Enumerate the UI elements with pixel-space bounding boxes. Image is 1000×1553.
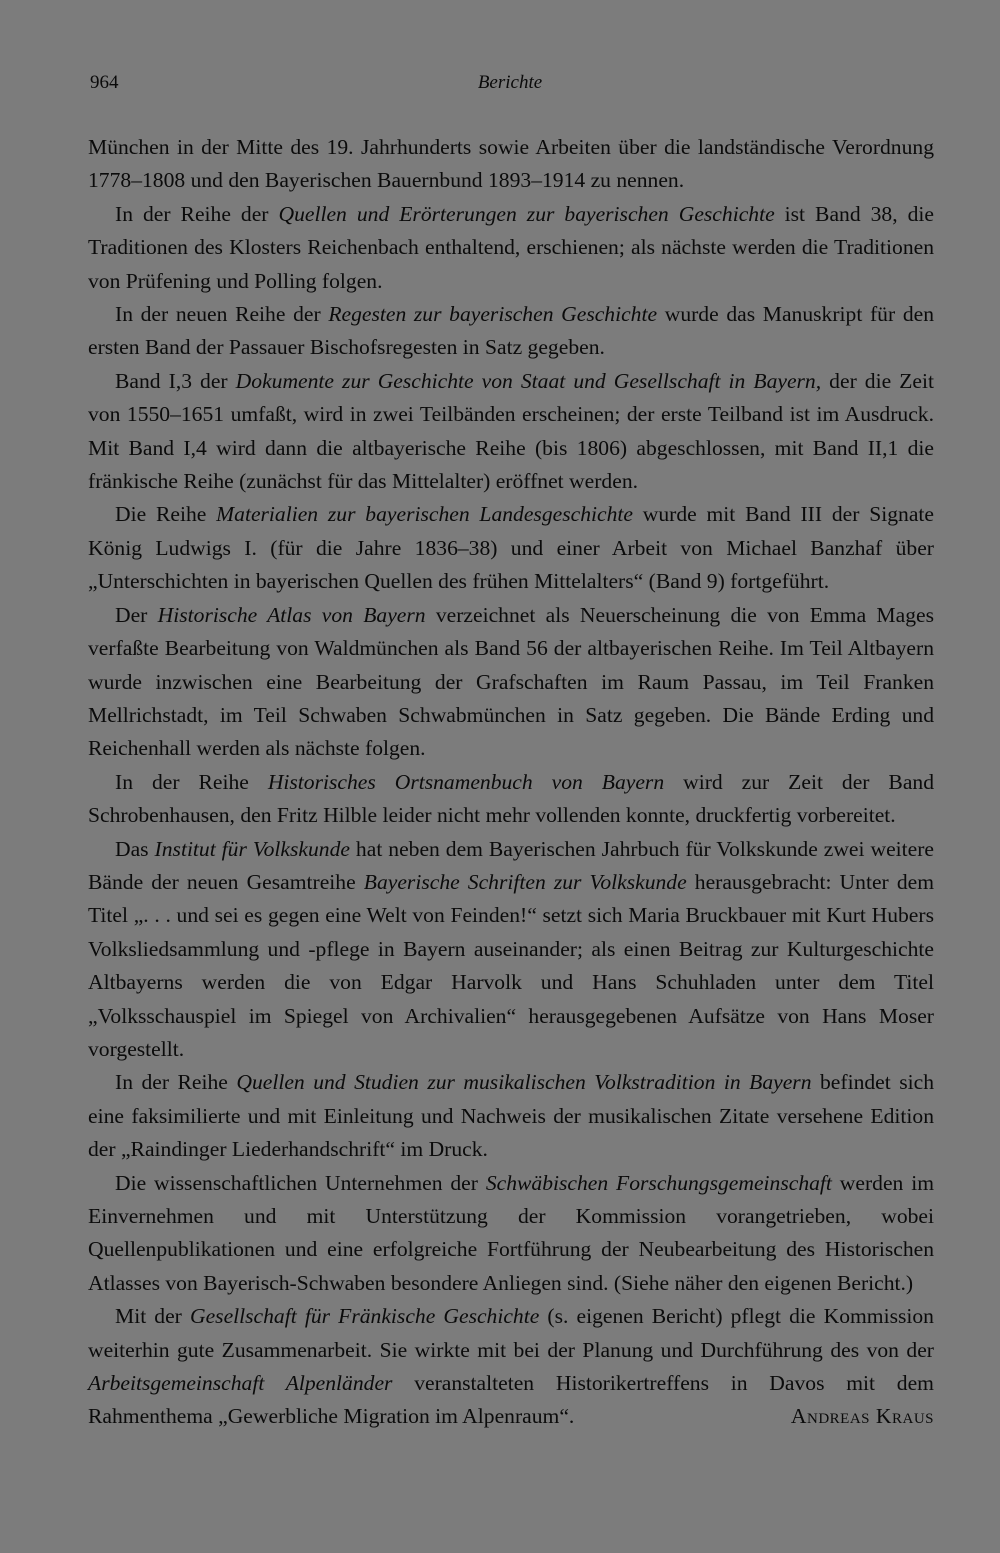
page-header bbox=[0, 72, 1000, 102]
italic-title: Quellen und Studien zur musikalischen Volkstradition in Bayern bbox=[236, 1070, 812, 1095]
paragraph bbox=[88, 1066, 934, 1166]
text-run: Die wissenschaftlichen Unternehmen der bbox=[115, 1170, 486, 1195]
text-run: befindet sich eine faksimilierte und mit Einleitung und Nachweis der musikalischen Zitate versehene Edition der „Raindinger Liederhandschrift“ im Druck. bbox=[88, 1070, 935, 1162]
italic-title: Schwäbischen Forschungsgemeinschaft bbox=[485, 1170, 832, 1195]
text-run: München in der Mitte des 19. Jahrhunderts sowie Arbeiten über die landständische Verordnung 1778–1808 und den Bayerischen Bauernbund 1893–1914 zu nennen. bbox=[88, 135, 934, 193]
paragraph bbox=[88, 766, 934, 833]
text-run: der die Zeit von 1550–1651 umfaßt, wird in zwei Teilbänden erscheinen; der erste Teilband ist im Ausdruck. Mit Band I,4 wird dann die altbayerische Reihe (bis 1806) abgeschlossen, mit Band II,1 die fränkische Reihe (zunächst für das Mittelalter) eröffnet werden. bbox=[88, 368, 934, 494]
paragraph bbox=[88, 198, 934, 298]
italic-title: Quellen und Erörterungen zur bayerischen Geschichte bbox=[278, 201, 775, 226]
author-signature: Andreas Kraus bbox=[790, 1404, 934, 1429]
text-run: (s. eigenen Bericht) pflegt die Kommission weiterhin gute Zusammenarbeit. Sie wirkte mit bei der Planung und Durchführung des von der bbox=[88, 1304, 934, 1362]
text-run: wurde mit Band III der Signate König Ludwigs I. (für die Jahre 1836–38) und einer Arbeit von Michael Banzhaf über „Unterschichten in bayerischen Quellen des frühen Mittelalters“ (Band 9) fortgeführt. bbox=[88, 502, 934, 594]
text-run: wird zur Zeit der Band Schrobenhausen, den Fritz Hilble leider nicht mehr vollenden konnte, druckfertig vorbereitet. bbox=[88, 769, 935, 828]
paragraph bbox=[88, 1167, 934, 1301]
text-run: Das bbox=[115, 836, 155, 861]
paragraph bbox=[88, 599, 934, 766]
text-run: wurde das Manuskript für den ersten Band der Passauer Bischofsregesten in Satz gegeben. bbox=[88, 302, 934, 360]
italic-title: Regesten zur bayerischen Geschichte bbox=[328, 302, 658, 327]
text-run: werden im Einvernehmen und mit Unterstützung der Kommission vorangetrieben, wobei Quellenpublikationen und eine erfolgreiche Fortführung der Neubearbeitung des Historischen Atlasses von Bayerisch-Schwaben besondere Anliegen sind. (Siehe näher den eigenen Bericht.) bbox=[88, 1170, 935, 1295]
italic-title: Bayerische Schriften zur Volkskunde bbox=[363, 869, 687, 894]
italic-title: Arbeitsgemeinschaft Alpenländer bbox=[88, 1371, 393, 1396]
italic-title: Dokumente zur Geschichte von Staat und Gesellschaft in Bayern, bbox=[235, 368, 822, 393]
text-run: In der neuen Reihe der bbox=[115, 302, 329, 327]
text-run: In der Reihe bbox=[115, 769, 268, 794]
text-run: Mit der bbox=[115, 1304, 190, 1329]
text-run: herausgebracht: Unter dem Titel „. . . und sei es gegen eine Welt von Feinden!“ setzt sich Maria Bruckbauer mit Kurt Hubers Volksliedsammlung und -pflege in Bayern auseinander; als einen Beitrag zur Kulturgeschichte Altbayerns werden die von Edgar Harvolk und Hans Schuhladen unter dem Titel „Volksschauspiel im Spiegel von Archivalien“ herausgegebenen Aufsätze von Hans Moser vorgestellt. bbox=[88, 869, 934, 1061]
italic-title: Gesellschaft für Fränkische Geschichte bbox=[189, 1304, 540, 1329]
paragraph bbox=[88, 1300, 934, 1434]
text-run: veranstalteten Historikertreffens in Davos mit dem Rahmenthema „Gewerbliche Migration im Alpenraum“. bbox=[88, 1371, 934, 1429]
text-run: In der Reihe der bbox=[115, 201, 279, 226]
text-run: hat neben dem Bayerischen Jahrbuch für Volkskunde zwei weitere Bände der neuen Gesamtreihe bbox=[88, 836, 935, 894]
text-run: In der Reihe bbox=[115, 1070, 237, 1095]
italic-title: Historisches Ortsnamenbuch von Bayern bbox=[267, 769, 665, 794]
paragraph bbox=[88, 365, 934, 499]
italic-title: Materialien zur bayerischen Landesgeschichte bbox=[216, 502, 633, 527]
text-run: Die Reihe bbox=[115, 502, 217, 527]
paragraph bbox=[88, 498, 934, 598]
paragraph bbox=[88, 833, 934, 1067]
paragraph bbox=[88, 131, 934, 198]
text-run: verzeichnet als Neuerscheinung die von Emma Mages verfaßte Bearbeitung von Waldmünchen als Band 56 der altbayerischen Reihe. Im Teil Altbayern wurde inzwischen eine Bearbeitung der Grafschaften im Raum Passau, im Teil Franken Mellrichstadt, im Teil Schwaben Schwabmünchen in Satz gegeben. Die Bände Erding und Reichenhall werden als nächste folgen. bbox=[88, 602, 934, 761]
italic-title: Historische Atlas von Bayern bbox=[157, 602, 426, 627]
body-text bbox=[88, 131, 934, 1434]
running-title: Berichte bbox=[477, 72, 543, 93]
page-number: 964 bbox=[90, 72, 119, 93]
italic-title: Institut für Volkskunde bbox=[154, 836, 350, 861]
text-run: Der bbox=[115, 602, 158, 627]
text-run: Band I,3 der bbox=[115, 368, 236, 393]
text-run: ist Band 38, die Traditionen des Klosters Reichenbach enthaltend, erschienen; als nächste werden die Traditionen von Prüfening und Polling folgen. bbox=[88, 201, 935, 293]
paragraph bbox=[88, 298, 934, 365]
